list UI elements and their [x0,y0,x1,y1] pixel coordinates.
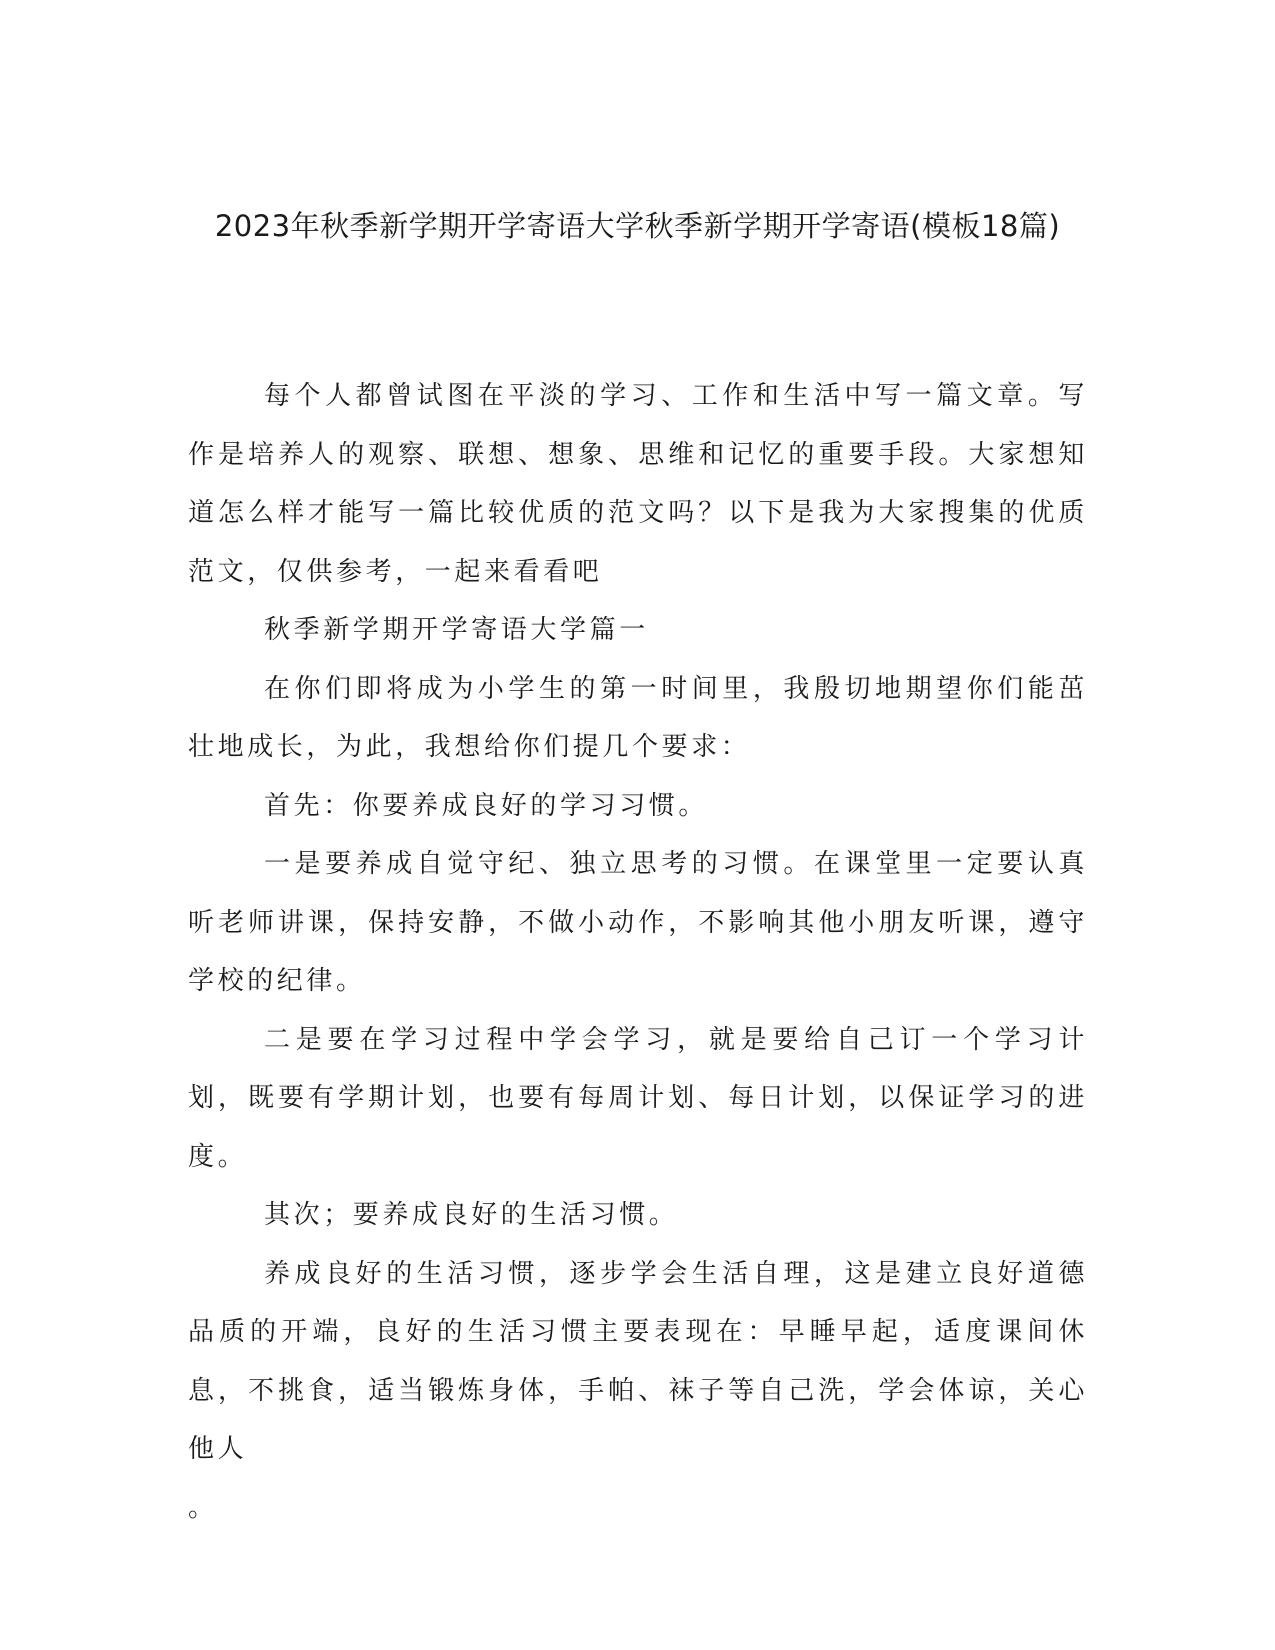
paragraph: 养成良好的生活习惯，逐步学会生活自理，这是建立良好道德品质的开端，良好的生活习惯主要表现在：早睡早起，适度课间休息，不挑食，适当锻炼身体，手帕、袜子等自己洗，学会体谅，关心他人 [188,1258,1088,1464]
paragraph: 二是要在学习过程中学会学习，就是要给自己订一个学习计划，既要有学期计划，也要有每周计划、每日计划，以保证学习的进度。 [188,1024,1088,1172]
document-body [188,367,1088,1537]
section-heading: 秋季新学期开学寄语大学篇一 [264,615,649,645]
paragraph: 一是要养成自觉守纪、独立思考的习惯。在课堂里一定要认真听老师讲课，保持安静，不做小动作，不影响其他小朋友听课，遵守学校的纪律。 [188,849,1088,996]
paragraph: 在你们即将成为小学生的第一时间里，我殷切地期望你们能茁壮地成长，为此，我想给你们提几个要求： [188,673,1088,762]
document-title: 2023年秋季新学期开学寄语大学秋季新学期开学寄语(模板18篇) [214,209,1061,243]
paragraph-trailing-mark: 。 [188,1492,218,1523]
paragraph-intro: 每个人都曾试图在平淡的学习、工作和生活中写一篇文章。写作是培养人的观察、联想、想象、思维和记忆的重要手段。大家想知道怎么样才能写一篇比较优质的范文吗？以下是我为大家搜集的优质范文，仅供参考，一起来看看吧 [188,381,1088,587]
paragraph: 首先：你要养成良好的学习习惯。 [264,790,709,821]
paragraph: 其次；要养成良好的生活习惯。 [264,1200,679,1230]
